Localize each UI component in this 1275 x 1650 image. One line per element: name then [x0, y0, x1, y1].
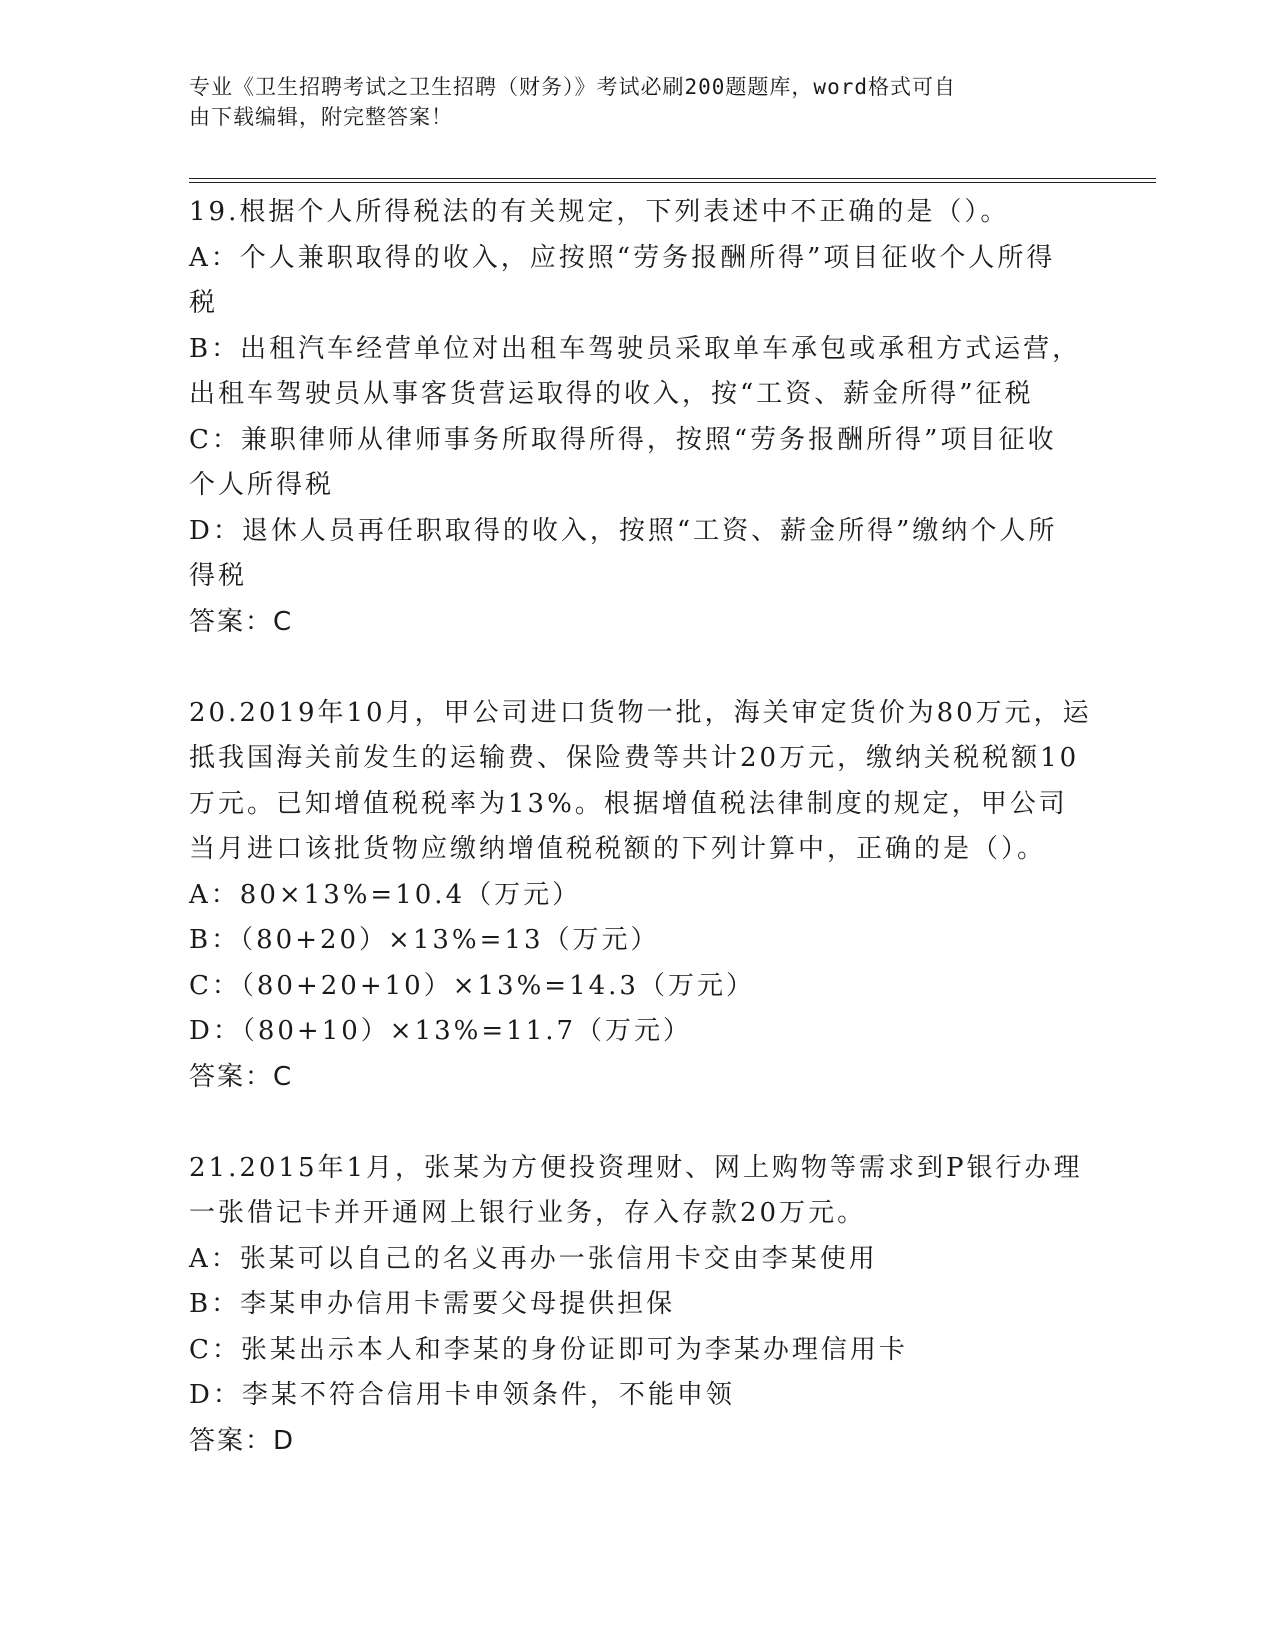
question-19-option-a-cont: 税	[189, 288, 219, 318]
spacer	[189, 645, 1089, 691]
question-21-stem-1: 21.2015年1月，张某为方便投资理财、网上购物等需求到P银行办理	[189, 1152, 1083, 1183]
question-21-option-d: D：李某不符合信用卡申领条件，不能申领	[189, 1380, 735, 1410]
question-19-answer: 答案：C	[189, 606, 294, 637]
question-19-option-a: A：个人兼职取得的收入，应按照“劳务报酬所得”项目征收个人所得	[189, 242, 1056, 273]
question-list	[189, 190, 1092, 1464]
question-19-stem: 19.根据个人所得税法的有关规定，下列表述中不正确的是（）。	[189, 197, 1010, 227]
header-line-1: 专业《卫生招聘考试之卫生招聘（财务）》考试必刷200题题库，word格式可自	[189, 75, 956, 99]
question-20-option-c: C：（80+20+10）×13%=14.3（万元）	[189, 970, 755, 1001]
question-21-option-a: A：张某可以自己的名义再办一张信用卡交由李某使用	[189, 1243, 878, 1274]
question-20-answer: 答案：C	[189, 1061, 294, 1092]
spacer	[189, 1100, 1089, 1146]
question-19-option-b-cont: 出租车驾驶员从事客货营运取得的收入，按“工资、薪金所得”征税	[189, 379, 1034, 409]
question-19-option-d-cont: 得税	[189, 561, 248, 591]
question-20-stem-2: 抵我国海关前发生的运输费、保险费等共计20万元，缴纳关税税额10	[189, 743, 1080, 773]
question-20-option-b: B：（80+20）×13%=13（万元）	[189, 925, 660, 955]
question-21-option-c: C：张某出示本人和李某的身份证即可为李某办理信用卡	[189, 1334, 908, 1365]
question-20-option-a: A：80×13%=10.4（万元）	[189, 879, 582, 910]
question-20-stem-3: 万元。已知增值税税率为13%。根据增值税法律制度的规定，甲公司	[189, 788, 1068, 819]
header-line-2: 由下载编辑，附完整答案！	[189, 105, 453, 129]
question-20	[189, 691, 1092, 1101]
question-19-option-c: C：兼职律师从律师事务所取得所得，按照“劳务报酬所得”项目征收	[189, 424, 1057, 455]
question-20-option-d: D：（80+10）×13%=11.7（万元）	[189, 1016, 693, 1046]
question-19-option-b: B：出租汽车经营单位对出租车驾驶员采取单车承包或承租方式运营，	[189, 333, 1082, 364]
question-21-stem-2: 一张借记卡并开通网上银行业务，存入存款20万元。	[189, 1198, 867, 1228]
question-21-option-b: B：李某申办信用卡需要父母提供担保	[189, 1289, 676, 1319]
header-divider-bottom	[189, 182, 1156, 183]
question-20-stem-4: 当月进口该批货物应缴纳增值税税额的下列计算中，正确的是（）。	[189, 834, 1047, 864]
document-header	[189, 72, 1089, 132]
question-20-stem-1: 20.2019年10月，甲公司进口货物一批，海关审定货价为80万元，运	[189, 697, 1092, 728]
question-19-option-c-cont: 个人所得税	[189, 470, 335, 500]
header-divider-top	[189, 178, 1156, 179]
question-19-option-d: D：退休人员再任职取得的收入，按照“工资、薪金所得”缴纳个人所	[189, 515, 1058, 546]
question-21-answer: 答案：D	[189, 1425, 296, 1456]
question-21	[189, 1146, 1089, 1465]
question-19	[189, 190, 1089, 645]
